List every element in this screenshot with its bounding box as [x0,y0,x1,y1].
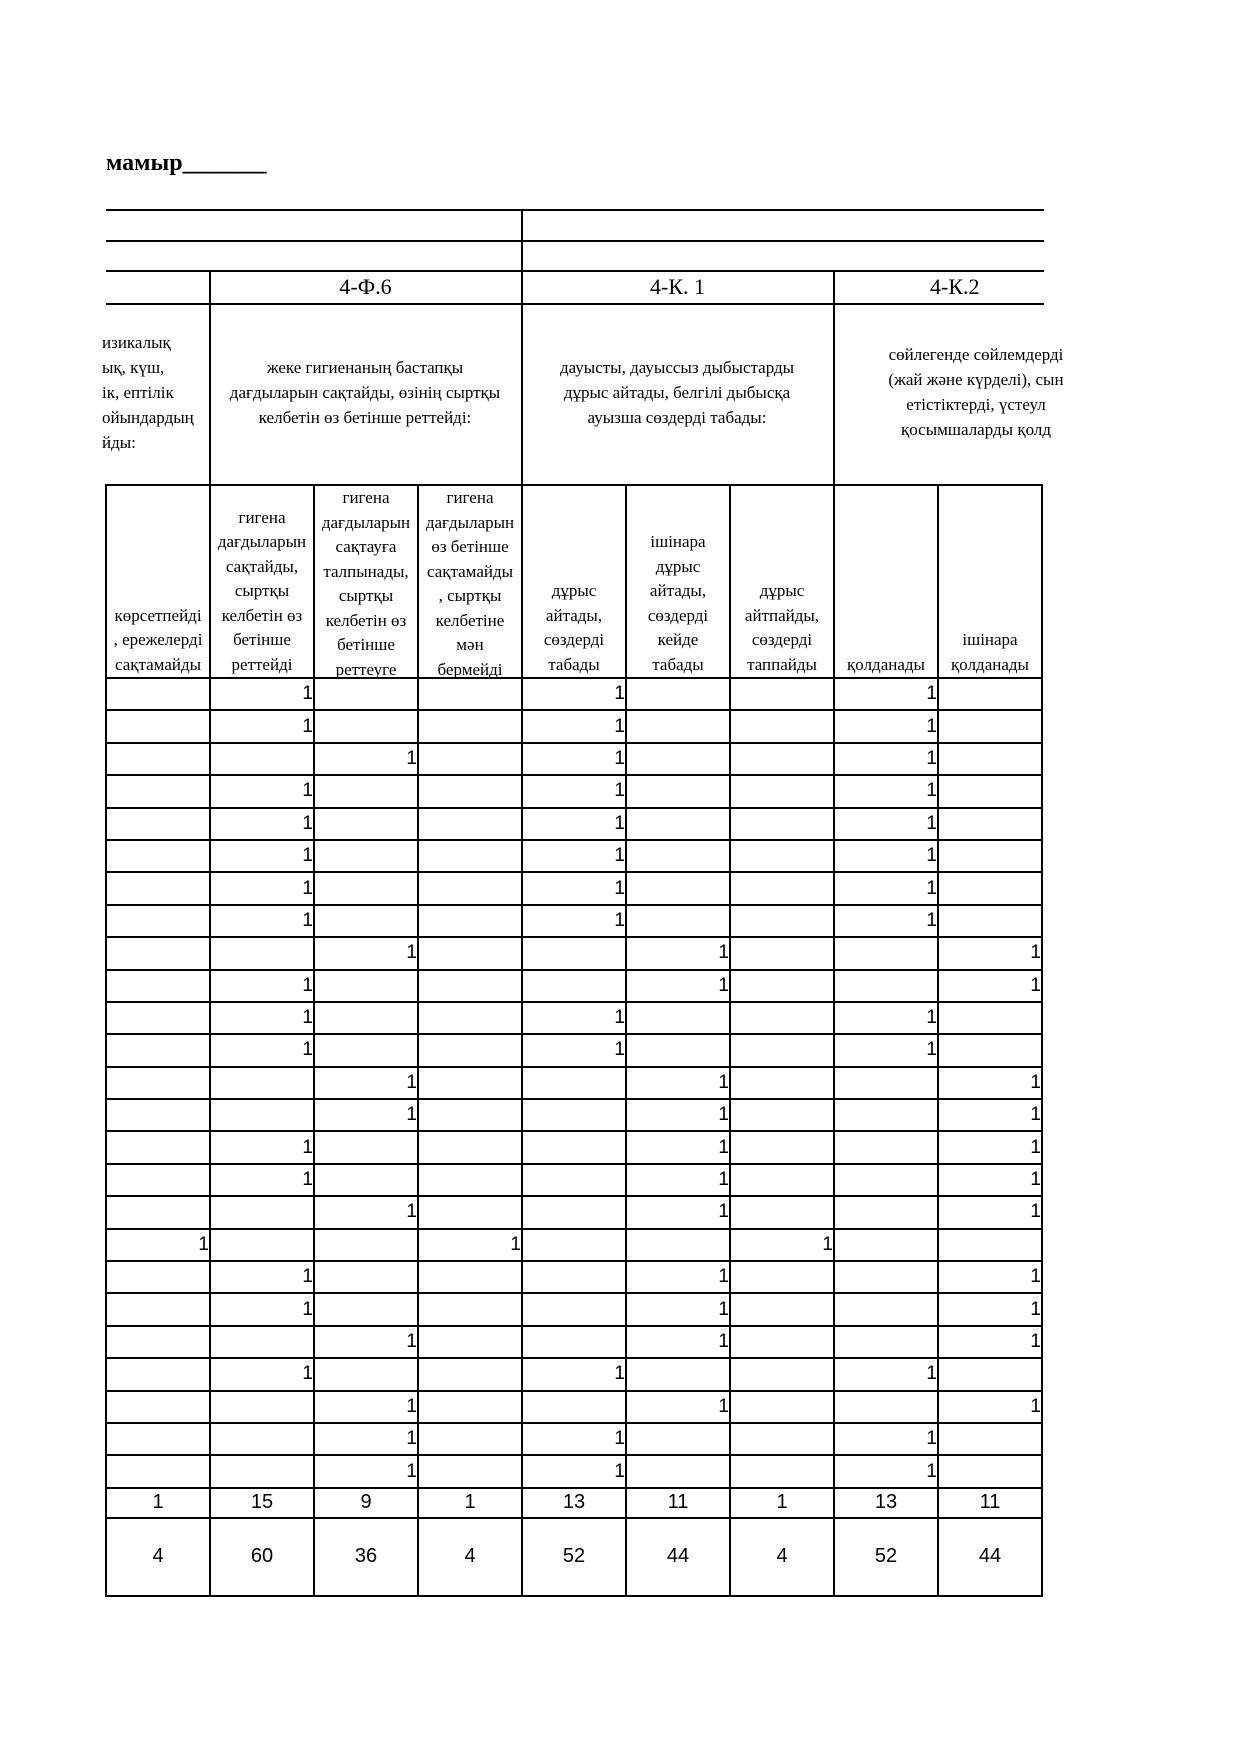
table-row-cell [730,1326,834,1358]
assessment-table [105,484,1043,1597]
percentage-row-cell: 60 [210,1518,314,1596]
table-row-cell [938,710,1042,742]
table-row [106,1423,1042,1455]
table-row-cell [314,1293,418,1325]
table-row-cell: 1 [210,1034,314,1066]
table-row-cell [210,1099,314,1131]
totals-row-cell: 11 [626,1488,730,1518]
table-row-cell [626,743,730,775]
table-row-cell [522,1164,626,1196]
column-header: ішінара қолданады [938,485,1042,678]
table-row-cell: 1 [626,1131,730,1163]
table-row-cell [314,1261,418,1293]
table-row-cell: 1 [522,1034,626,1066]
table-row-cell [834,1067,938,1099]
table-row-cell: 1 [314,743,418,775]
column-header: гигена дағдыларын сақтауға талпынады, сыртқы келбетін өз бетінше реттеуге [314,485,418,678]
table-row-cell [834,970,938,1002]
table-row-cell [106,1391,210,1423]
table-row-cell [106,1358,210,1390]
table-row-cell [626,1002,730,1034]
table-row-cell [418,775,522,807]
competency-code-k1: 4-К. 1 [650,274,705,299]
header-rule-2 [106,240,1044,242]
table-row-cell: 1 [522,872,626,904]
table-row-cell [522,1131,626,1163]
table-row-cell: 1 [938,1326,1042,1358]
competency-description-speech: сөйлегенде сөйлемдерді (жай және күрделі), сын етістіктерді, үстеул қосымшаларды қолд [888,345,1064,439]
table-row-cell: 1 [834,840,938,872]
column-header: дұрыс айтады, сөздерді табады [522,485,626,678]
table-row-cell [314,905,418,937]
table-row-cell: 1 [834,1423,938,1455]
table-row-cell: 1 [626,1099,730,1131]
table-row-cell: 1 [522,1358,626,1390]
table-row-cell: 1 [938,1099,1042,1131]
column-header: көрсетпейді , ережелерді сақтамайды [106,485,210,678]
competency-description-hygiene: жеке гигиенаның бастапқы дағдыларын сақтайды, өзінің сыртқы келбетін өз бетінше реттейді: [229,358,501,427]
table-row-cell: 1 [210,840,314,872]
table-row-cell [626,678,730,710]
table-row-cell: 1 [938,1261,1042,1293]
table-row-cell: 1 [522,808,626,840]
table-row-cell: 1 [938,1293,1042,1325]
description-area [102,270,1064,485]
table-row-cell [418,1293,522,1325]
table-row-cell: 1 [834,1034,938,1066]
column-header: ішінара дұрыс айтады, сөздерді кейде табады [626,485,730,678]
column-header-row [106,485,1042,678]
table-row-cell [730,1164,834,1196]
table-row-cell [106,1067,210,1099]
table-row-cell [730,1131,834,1163]
table-row-cell [730,1034,834,1066]
table-row [106,1196,1042,1228]
table-row-cell [106,937,210,969]
table-row-cell: 1 [730,1229,834,1261]
table-row-cell [210,1326,314,1358]
table-row-cell [418,1002,522,1034]
table-row-cell [418,710,522,742]
table-row-cell [938,743,1042,775]
table-row-cell: 1 [314,1067,418,1099]
table-row-cell [730,1293,834,1325]
table-row [106,1034,1042,1066]
table-row-cell [418,1358,522,1390]
table-row-cell [106,1002,210,1034]
table-row-cell: 1 [210,905,314,937]
table-row-cell [106,1196,210,1228]
header-rule-top [106,209,1044,211]
table-row-cell [730,937,834,969]
table-row [106,710,1042,742]
percentage-row-cell: 44 [938,1518,1042,1596]
table-row-cell [522,1099,626,1131]
table-row [106,808,1042,840]
table-row-cell [418,1164,522,1196]
table-row-cell [626,808,730,840]
table-row-cell [106,678,210,710]
table-row-cell [418,840,522,872]
table-row-cell [210,1229,314,1261]
table-row-cell [314,1002,418,1034]
table-row-cell: 1 [626,1293,730,1325]
table-row-cell: 1 [418,1229,522,1261]
table-row-cell: 1 [210,1131,314,1163]
table-row-cell [314,1131,418,1163]
table-row-cell [730,678,834,710]
competency-code-f6: 4-Ф.6 [339,274,392,299]
table-row-cell: 1 [210,1164,314,1196]
totals-row-cell: 1 [106,1488,210,1518]
table-row-cell: 1 [106,1229,210,1261]
table-row-cell: 1 [834,1455,938,1487]
table-row-cell [418,872,522,904]
table-row-cell [314,678,418,710]
table-row-cell [834,1391,938,1423]
table-row-cell: 1 [626,970,730,1002]
table-row-cell [938,1034,1042,1066]
table-row-cell [522,1293,626,1325]
table-row-cell: 1 [314,1099,418,1131]
table-row-cell [106,1326,210,1358]
totals-row-cell: 1 [730,1488,834,1518]
table-row-cell [210,1067,314,1099]
table-row-cell [730,1099,834,1131]
table-row-cell: 1 [522,743,626,775]
table-row [106,1131,1042,1163]
table-row-cell [418,1326,522,1358]
table-row-cell [730,905,834,937]
totals-row [106,1488,1042,1518]
table-row-cell: 1 [834,775,938,807]
table-row-cell: 1 [938,1131,1042,1163]
table-row-cell [834,1293,938,1325]
table-row-cell [730,872,834,904]
table-row-cell [210,1391,314,1423]
table-row-cell [210,937,314,969]
column-header: дұрыс айтпайды, сөздерді таппайды [730,485,834,678]
table-row-cell [418,808,522,840]
table-row-cell: 1 [938,1067,1042,1099]
table-row-cell [938,840,1042,872]
percentage-row-cell: 4 [418,1518,522,1596]
table-row-cell [418,743,522,775]
table-row-cell [834,1261,938,1293]
table-row-cell [106,808,210,840]
table-row-cell [314,1229,418,1261]
table-row-cell [626,1455,730,1487]
table-row [106,872,1042,904]
table-row-cell [522,970,626,1002]
table-row-cell [314,1034,418,1066]
table-row-cell [210,1196,314,1228]
table-row-cell [522,937,626,969]
table-row-cell [418,1099,522,1131]
table-row-cell [418,1131,522,1163]
table-row-cell [938,1358,1042,1390]
table-row-cell [938,808,1042,840]
table-row-cell [418,1067,522,1099]
table-row-cell: 1 [210,970,314,1002]
table-row-cell [834,1229,938,1261]
table-row-cell [106,1131,210,1163]
table-row [106,1326,1042,1358]
table-row-cell: 1 [522,775,626,807]
table-row-cell [730,1455,834,1487]
table-row-cell: 1 [522,678,626,710]
table-row [106,1455,1042,1487]
table-row-cell: 1 [938,1164,1042,1196]
table-row [106,1002,1042,1034]
table-row-cell: 1 [314,1326,418,1358]
table-row [106,905,1042,937]
table-row-cell [626,1423,730,1455]
table-row-cell: 1 [834,1002,938,1034]
totals-row-cell: 9 [314,1488,418,1518]
table-row-cell [106,1164,210,1196]
table-row-cell [106,1034,210,1066]
table-row-cell: 1 [938,970,1042,1002]
column-header: қолданады [834,485,938,678]
table-row-cell: 1 [626,937,730,969]
table-row-cell [730,1423,834,1455]
table-row-cell [938,775,1042,807]
table-row-cell: 1 [626,1067,730,1099]
table-row-cell [210,1423,314,1455]
table-row [106,1164,1042,1196]
table-row-cell: 1 [522,1423,626,1455]
table-row-cell: 1 [626,1326,730,1358]
column-header: гигена дағдыларын өз бетінше сақтамайды , сыртқы келбетіне мән бермейді [418,485,522,678]
table-row-cell [522,1229,626,1261]
table-row [106,1391,1042,1423]
table-row-cell [418,937,522,969]
table-row-cell [106,1099,210,1131]
table-row [106,1293,1042,1325]
table-row-cell [626,1034,730,1066]
table-row-cell [626,1358,730,1390]
column-header: гигена дағдыларын сақтайды, сыртқы келбетін өз бетінше реттейді [210,485,314,678]
table-row-cell [418,1261,522,1293]
competency-description-physical: изикалық ық, күш, ік, ептілік ойындардың йды: [102,333,194,452]
table-row-cell [314,1358,418,1390]
table-row-cell [314,970,418,1002]
table-row [106,678,1042,710]
table-row-cell [834,937,938,969]
table-row [106,775,1042,807]
table-row-cell [106,1423,210,1455]
table-row-cell [314,872,418,904]
table-row-cell: 1 [626,1261,730,1293]
table-row-cell: 1 [522,840,626,872]
table-row-cell [314,775,418,807]
table-row-cell [106,1293,210,1325]
table-row-cell [106,905,210,937]
table-row-cell [314,840,418,872]
table-row-cell [626,872,730,904]
table-row [106,840,1042,872]
table-row-cell [938,1229,1042,1261]
table-row-cell [210,1455,314,1487]
table-row-cell [522,1067,626,1099]
table-row-cell [106,840,210,872]
table-row [106,1229,1042,1261]
table-row-cell [106,970,210,1002]
table-row-cell [106,1261,210,1293]
table-row-cell [210,743,314,775]
table-row-cell [626,840,730,872]
table-row-cell [834,1131,938,1163]
table-row-cell [522,1391,626,1423]
table-row-cell: 1 [626,1196,730,1228]
percentage-row [106,1518,1042,1596]
page-title: мамыр_______ [106,150,267,176]
table-row-cell: 1 [522,905,626,937]
table-row-cell [418,1196,522,1228]
table-row-cell [730,743,834,775]
totals-row-cell: 13 [834,1488,938,1518]
table-row-cell [314,1164,418,1196]
table-row [106,1067,1042,1099]
table-row-cell [522,1326,626,1358]
table-row-cell [626,775,730,807]
table-row-cell: 1 [834,678,938,710]
percentage-row-cell: 36 [314,1518,418,1596]
table-row-cell [938,1455,1042,1487]
table-row-cell [730,1261,834,1293]
table-row-cell: 1 [834,710,938,742]
percentage-row-cell: 52 [522,1518,626,1596]
table-row-cell [730,1067,834,1099]
table-row-cell [938,905,1042,937]
competency-description-sounds: дауысты, дауыссыз дыбыстарды дұрыс айтады, белгілі дыбысқа ауызша сөздерді табады: [559,358,795,427]
table-row-cell [834,1164,938,1196]
table-row-cell [418,970,522,1002]
table-row-cell: 1 [834,808,938,840]
table-row-cell [418,1034,522,1066]
table-row-cell [106,743,210,775]
table-row-cell [938,1423,1042,1455]
table-row-cell [106,872,210,904]
table-row [106,937,1042,969]
table-row-cell [314,710,418,742]
table-row [106,970,1042,1002]
table-row-cell [106,775,210,807]
table-row-cell: 1 [522,710,626,742]
table-row-cell: 1 [938,937,1042,969]
table-row-cell [834,1099,938,1131]
table-row-cell [730,1196,834,1228]
table-row-cell: 1 [834,1358,938,1390]
table-row-cell [730,775,834,807]
table-row-cell [938,678,1042,710]
table-row-cell: 1 [834,743,938,775]
totals-row-cell: 15 [210,1488,314,1518]
table-row-cell [730,840,834,872]
table-row-cell: 1 [834,872,938,904]
table-row-cell [938,872,1042,904]
table-row-cell [626,1229,730,1261]
table-row-cell: 1 [314,1391,418,1423]
table-row-cell: 1 [210,1002,314,1034]
table-row-cell [418,1391,522,1423]
table-row-cell [730,1002,834,1034]
competency-code-k2: 4-К.2 [930,274,980,299]
table-row-cell: 1 [210,1293,314,1325]
totals-row-cell: 11 [938,1488,1042,1518]
table-row [106,1099,1042,1131]
table-row-cell: 1 [314,1455,418,1487]
table-row-cell: 1 [834,905,938,937]
table-row-cell: 1 [938,1391,1042,1423]
table-row-cell: 1 [210,1358,314,1390]
table-row-cell: 1 [210,808,314,840]
table-row-cell: 1 [626,1164,730,1196]
table-row-cell [834,1196,938,1228]
table-row-cell [730,808,834,840]
table-row [106,1261,1042,1293]
table-row-cell: 1 [938,1196,1042,1228]
table-row-cell [626,905,730,937]
percentage-row-cell: 52 [834,1518,938,1596]
table-row [106,1358,1042,1390]
table-row-cell [106,1455,210,1487]
table-row-cell: 1 [314,937,418,969]
table-row-cell [626,710,730,742]
table-row-cell [418,1455,522,1487]
percentage-row-cell: 44 [626,1518,730,1596]
table-row-cell [314,808,418,840]
table-row-cell [730,970,834,1002]
table-row-cell: 1 [210,1261,314,1293]
table-row-cell [418,678,522,710]
totals-row-cell: 1 [418,1488,522,1518]
table-row-cell: 1 [314,1423,418,1455]
table-row-cell [522,1196,626,1228]
table-row-cell: 1 [626,1391,730,1423]
table-row-cell [522,1261,626,1293]
table-row-cell: 1 [314,1196,418,1228]
table-row-cell [418,905,522,937]
table-row [106,743,1042,775]
table-row-cell [730,710,834,742]
table-row-cell [834,1326,938,1358]
table-row-cell: 1 [522,1002,626,1034]
percentage-row-cell: 4 [106,1518,210,1596]
table-row-cell: 1 [210,872,314,904]
table-row-cell [730,1391,834,1423]
totals-row-cell: 13 [522,1488,626,1518]
table-row-cell [938,1002,1042,1034]
table-row-cell: 1 [210,775,314,807]
table-row-cell [730,1358,834,1390]
table-row-cell: 1 [210,678,314,710]
table-row-cell: 1 [522,1455,626,1487]
percentage-row-cell: 4 [730,1518,834,1596]
table-row-cell [418,1423,522,1455]
table-row-cell: 1 [210,710,314,742]
table-row-cell [106,710,210,742]
